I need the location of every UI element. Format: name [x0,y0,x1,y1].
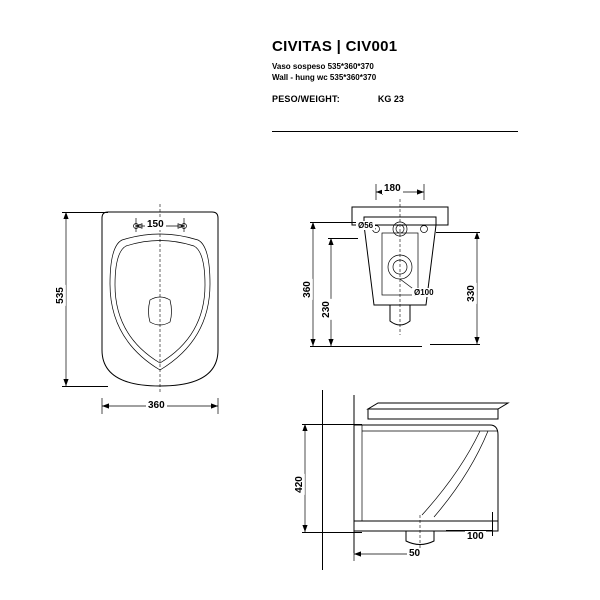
front-view-height-360-label: 360 [301,281,313,298]
front-view-height-230-label: 230 [320,301,332,318]
subtitle-italian: Vaso sospeso 535*360*370 [272,62,374,71]
side-view-height-label: 420 [293,476,305,493]
side-view-left-reference [322,390,323,570]
front-view-width-label: 180 [384,183,401,194]
front-view-height-330-label: 330 [465,285,477,302]
top-view-bolt-spacing-label: 150 [147,219,164,230]
weight-value: KG 23 [377,94,404,104]
top-view-extension-top [62,212,108,213]
top-view-height-label: 535 [54,287,66,304]
front-view-inlet-diameter-label: Ø56 [358,221,374,230]
side-view-outlet-offset-label: 50 [409,548,421,559]
product-header [272,38,572,104]
subtitle-english: Wall - hung wc 535*360*370 [272,73,377,82]
weight-label: PESO/WEIGHT: [272,94,340,104]
front-view-outlet-diameter-label: Ø100 [414,288,434,297]
front-view-drawing [340,195,460,355]
front-view-ext-top-230 [328,238,358,239]
weight-row [272,94,572,104]
front-view-ext-bottom-230 [328,346,352,347]
front-view-ext-top-360 [310,222,356,223]
header-divider [272,131,518,132]
front-view-ext-top-330 [436,232,480,233]
side-view-ext-top-420 [302,424,362,425]
top-view-extension-bottom [62,386,108,387]
side-view-right-reference [492,512,493,536]
top-view-drawing [60,200,260,400]
side-view-outlet-offset-dimension [340,545,460,565]
side-view-ext-bottom-420 [302,532,362,533]
side-view-outlet-drop-label: 100 [467,531,484,542]
front-view-ext-bottom-330 [430,344,480,345]
top-view-width-label: 360 [148,400,165,411]
page-title: CIVITAS | CIV001 [272,38,398,55]
